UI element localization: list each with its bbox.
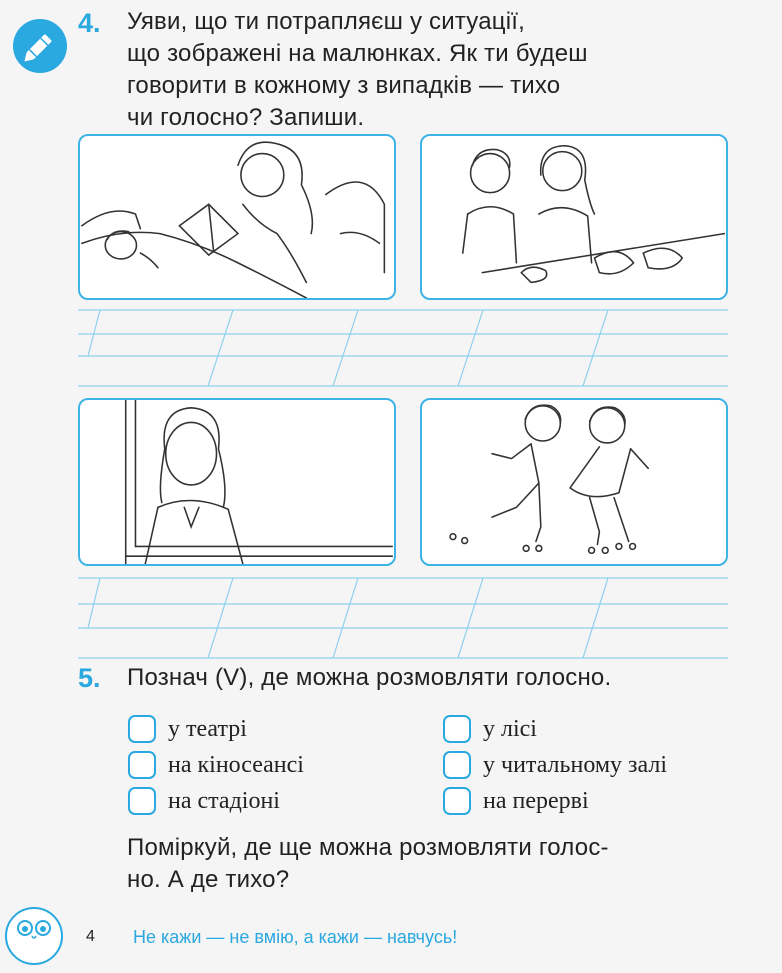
option-label: на перерві [483,787,589,814]
mascot-face-icon [2,904,66,968]
page-number: 4 [86,928,95,945]
picture-bedtime-story [78,134,396,300]
writing-lines [78,572,728,662]
picture-rollerskaters [420,398,728,566]
task-number: 4. [78,8,101,38]
task-4-text [127,6,727,134]
footer-motto: Не кажи — не вмію, а кажи — навчусь! [133,927,458,947]
option-label: у читальному залі [483,751,668,778]
checkbox[interactable] [443,787,471,815]
task-number: 5. [78,663,101,693]
picture-two-kids-table [420,134,728,300]
checkbox[interactable] [128,787,156,815]
question-line: Поміркуй, де ще можна розмовляти голос- [127,834,609,861]
option-label: на кіносеансі [168,751,304,778]
pencil-icon [12,18,68,74]
question-line: но. А де тихо? [127,866,290,893]
option-theatre[interactable] [128,712,247,746]
task-line: що зображені на малюнках. Як ти будеш [127,40,588,67]
option-break[interactable] [443,784,589,818]
checkbox[interactable] [443,715,471,743]
checkbox[interactable] [443,751,471,779]
option-label: у театрі [168,715,247,742]
option-label: на стадіоні [168,787,280,814]
option-label: у лісі [483,715,537,742]
option-cinema[interactable] [128,748,304,782]
task-5-question [127,832,727,896]
task-5-title: Познач (V), де можна розмовляти голосно. [127,664,612,691]
checkbox[interactable] [128,751,156,779]
task-line: Уяви, що ти потрапляєш у ситуації, [127,8,525,35]
picture-girl-portrait [78,398,396,566]
option-forest[interactable] [443,712,537,746]
option-reading-room[interactable] [443,748,667,782]
task-line: говорити в кожному з випадків — тихо [127,72,561,99]
checkbox[interactable] [128,715,156,743]
option-stadium[interactable] [128,784,280,818]
task-line: чи голосно? Запиши. [127,104,365,131]
writing-lines [78,304,728,392]
